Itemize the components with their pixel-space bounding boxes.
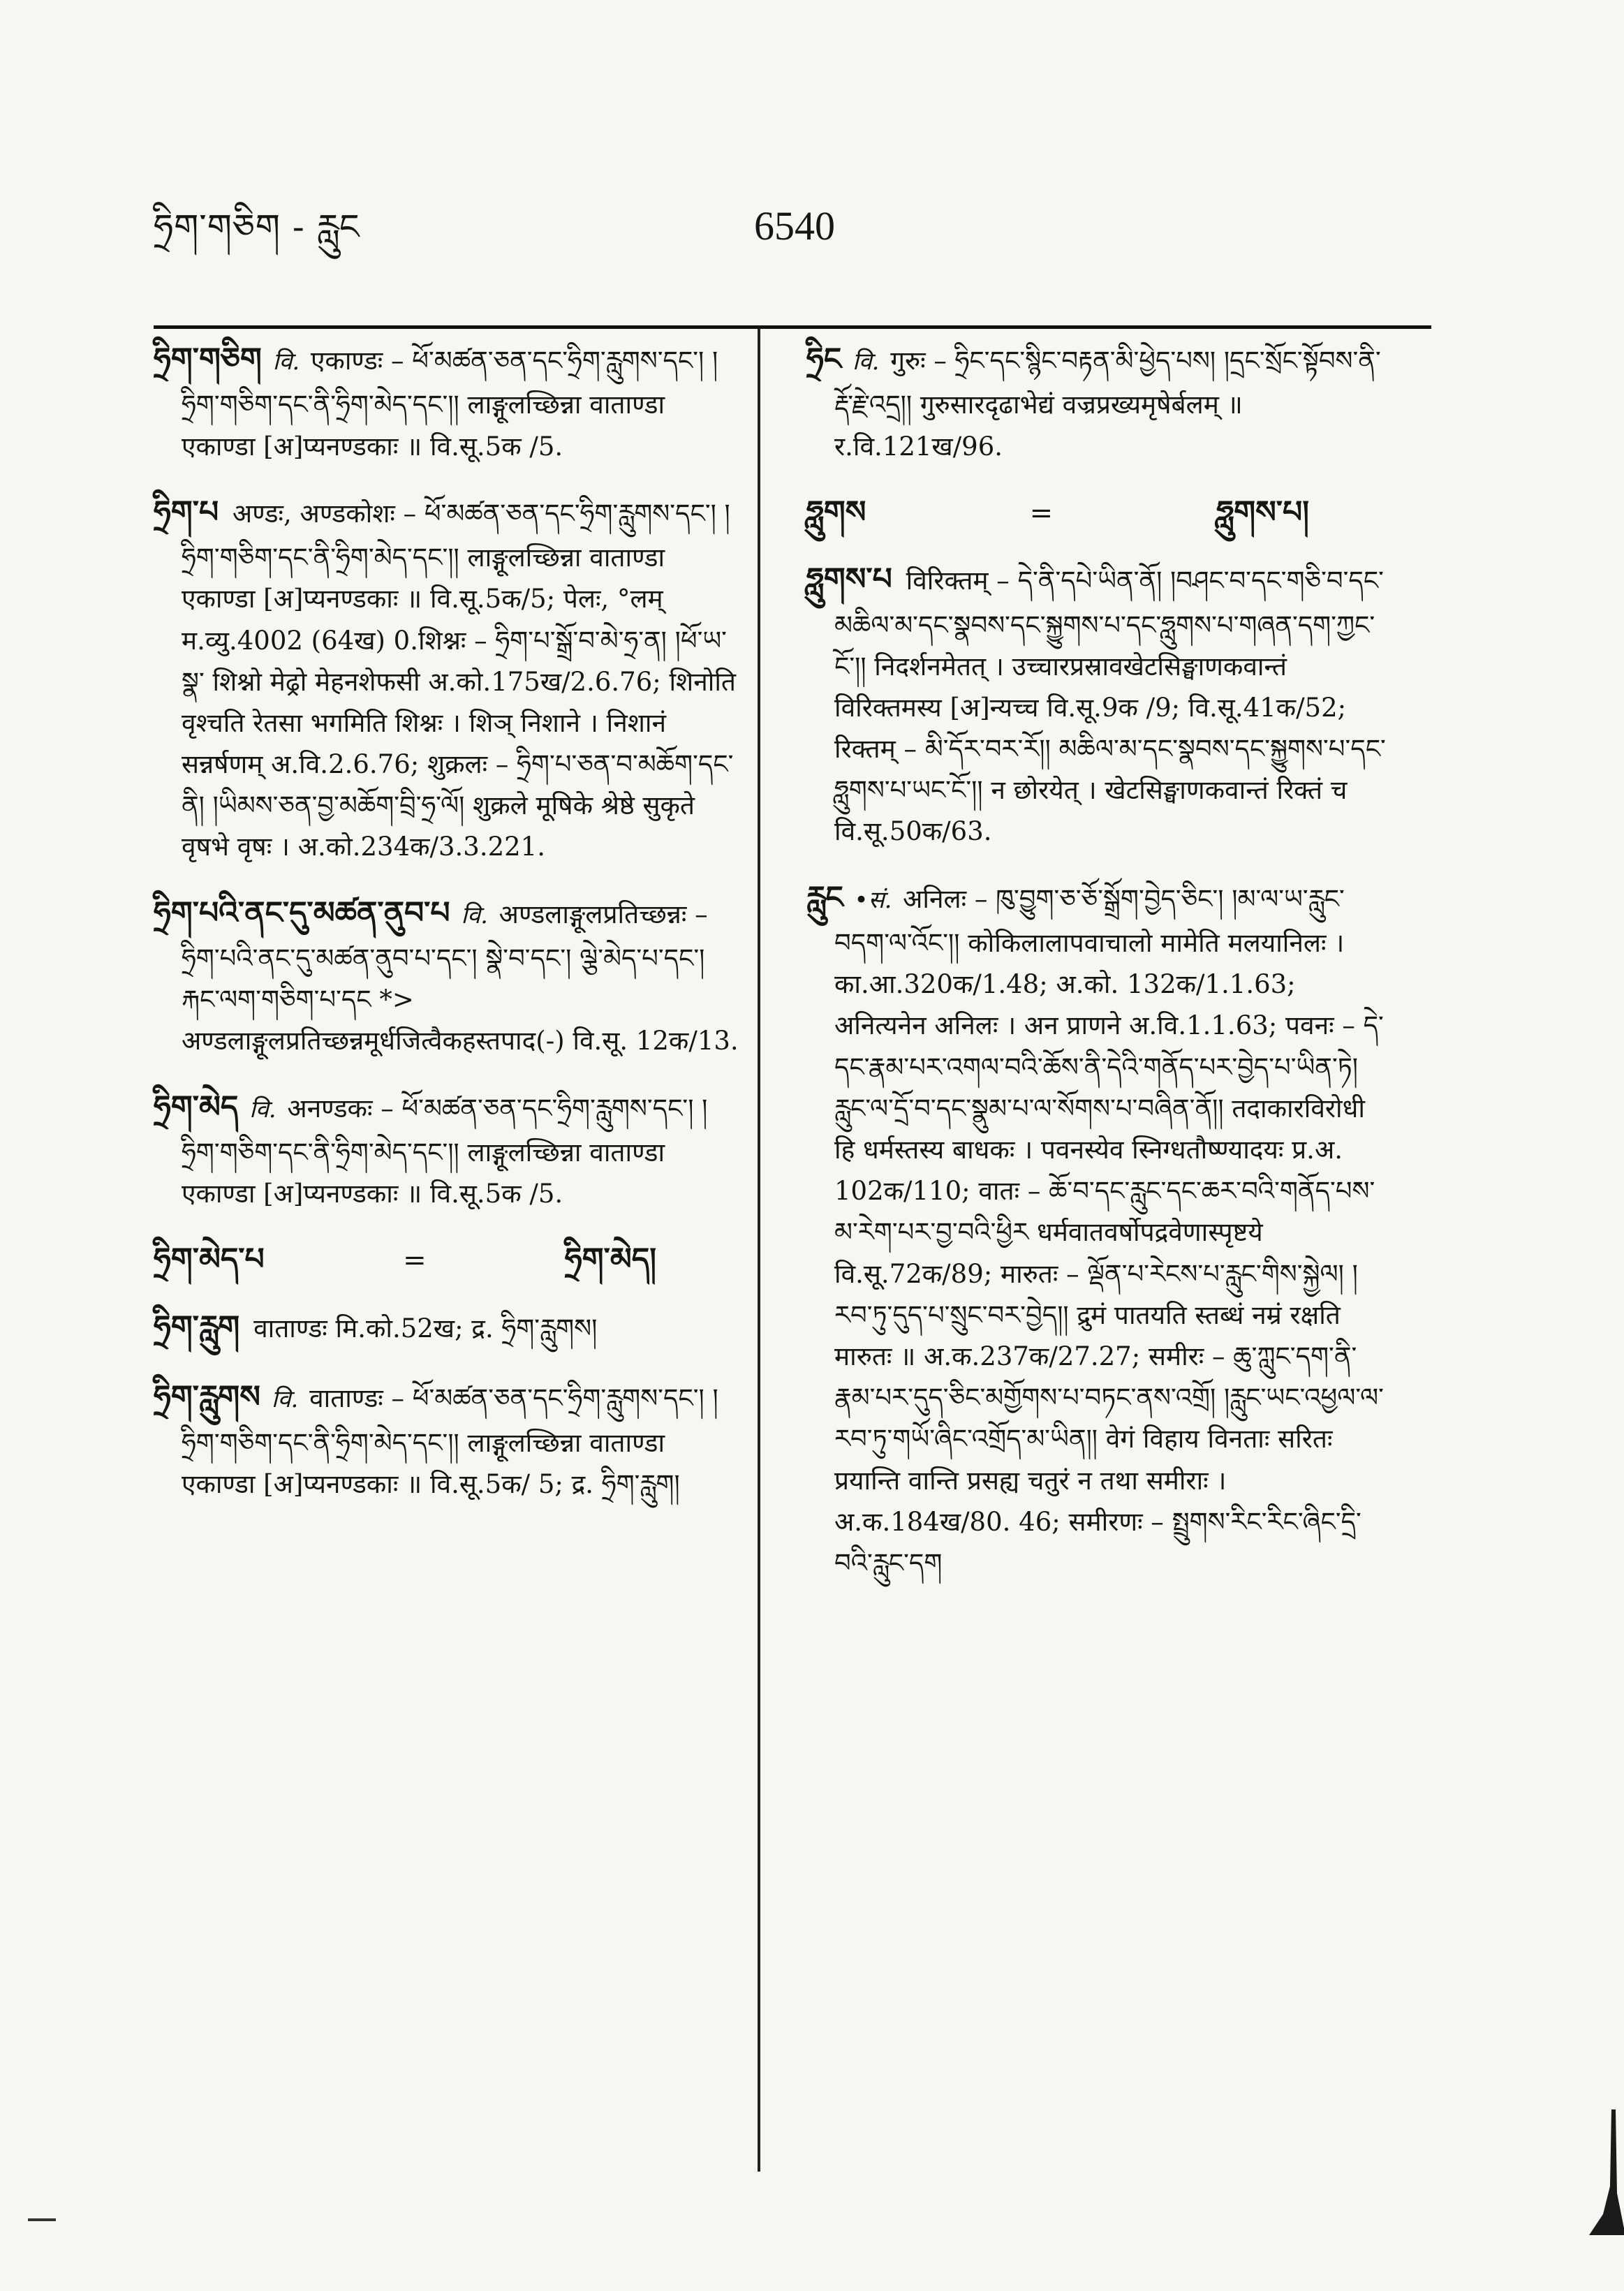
dictionary-entry	[154, 1083, 740, 1215]
entry-headword: ཧྲིང	[806, 341, 842, 377]
equals-sign: =	[1029, 496, 1054, 529]
entry-headword: ཧྲིག་པ	[154, 494, 219, 530]
header-rule	[154, 325, 1431, 329]
entry-text: एकाण्डः – ཕོ་མཚན་ཅན་དང་ཧྲིག་རླུགས་དང་། །ཧྲིག་གཅིག་དང་ནི་ཧྲིག་མེད་དང་།། लाङ्गूलच्छिन्ना वाताण्डा एकाण्डा [अ]प्यनण्डकाः ॥ वि.सू.5क /5.	[182, 346, 718, 462]
grammar-label: वि.	[461, 901, 488, 929]
equals-sign: =	[403, 1244, 427, 1277]
entry-text: अण्डः, अण्डकोशः – ཕོ་མཚན་ཅན་དང་ཧྲིག་རླུགས་དང་། །ཧྲིག་གཅིག་དང་ནི་ཧྲིག་མེད་དང་།། लाङ्गूलच्छिन्ना वाताण्डा एकाण्डा [अ]प्यनण्डकाः ॥ वि.सू.5क/5; पेलः, °लम् म.व्यु.4002 (64ख) 0.शिश्नः – ཧྲིག་པ་སྒྲོ་བ་མེ་ཧྲ་ན། །ཕོ་ཡ་སྣ་ शिश्नो मेढ्रो मेहनशेफसी अ.को.175ख/2.6.76; शिनोति वृश्चति रेतसा भगमिति शिश्नः । शिञ् निशाने । निशानं सन्नर्षणम् अ.वि.2.6.76; शुक्रलः – ཧྲིག་པ་ཅན་བ་མཆོག་དང་ནི། །ཡིམས་ཅན་བྱ་མཆོག་བྲི་ཧྲ་ལོ། शुक्रले मूषिके श्रेष्ठे सुकृते वृषभे वृषः । अ.को.234क/3.3.221.	[182, 498, 736, 862]
right-column	[806, 335, 1393, 1605]
entry-text: अण्डलाङ्गूलप्रतिच्छन्नः – ཧྲིག་པའི་ནང་དུ་མཚན་ནུབ་པ་དང་། སྣེ་བ་དང་། ལྕེ་མེད་པ་དང་། རྐང་ལག་གཅིག་པ་དང *> अण्डलाङ्गूलप्रतिच्छन्नमूर्धजित्वैकहस्तपाद(-) वि.सू. 12क/13.	[182, 899, 739, 1056]
dictionary-entry	[806, 555, 1393, 853]
entry-text: अनण्डकः – ཕོ་མཚན་ཅན་དང་ཧྲིག་རླུགས་དང་། །ཧྲིག་གཅིག་དང་ནི་ཧྲིག་མེད་དང་།། लाङ्गूलच्छिन्ना वाताण्डा एकाण्डा [अ]प्यनण्डकाः ॥ वि.सू.5क /5.	[182, 1093, 708, 1209]
entry-headword: རླུང	[806, 879, 843, 915]
grammar-label: वि.	[852, 348, 880, 376]
entry-headword: ཧྲིག་རླུག	[154, 1309, 240, 1345]
dictionary-entry	[154, 488, 740, 868]
entry-text: विरिक्तम् – དེ་ནི་དཔེ་ཡིན་ནོ། །བཤང་བ་དང་གཅི་བ་དང་མཆིལ་མ་དང་སྣབས་དང་སྐྱུགས་པ་དང་ཧླུགས་པ་གཞན་དག་ཀྱང་ངོ་།། निदर्शनमेतत् । उच्चारप्रस्रावखेटसिङ्घाणकवान्तं विरिक्तमस्य [अ]न्यच्च वि.सू.9क /9; वि.सू.41क/52; रिक्तम् – མི་དོར་བར་རོ།། མཆིལ་མ་དང་སྣབས་དང་སྐྱུགས་པ་དང་ཧླུགས་པ་ཡང་ངོ་།། न छोरयेत् । खेटसिङ्घाणकवान्तं रिक्तं च वि.सू.50क/63.	[834, 566, 1386, 847]
grammar-label: वि.	[271, 1385, 299, 1414]
dictionary-entry	[806, 335, 1393, 467]
entry-text: गुरुः – ཧྲིང་དང་སྙིང་བརྟན་མི་ཕྱེད་པས། །དྲང་སྲོང་སྟོབས་ནི་རྡོ་རྗེ་འདྲ།། गुरुसारदृढाभेद्यं वज्रप्रख्यमृषेर्बलम् ॥ र.वि.121ख/96.	[834, 346, 1381, 462]
column-divider	[758, 328, 760, 2172]
entry-headword: ཧྲིག་རླུགས	[154, 1379, 260, 1415]
xref-headword: ཧླུགས	[806, 494, 866, 530]
cross-reference	[806, 488, 1393, 537]
dictionary-entry	[806, 874, 1393, 1584]
dictionary-entry	[154, 1373, 740, 1505]
grammar-label: •सं.	[854, 885, 892, 914]
left-column	[154, 335, 740, 1526]
entry-headword: ཧླུགས་པ	[806, 561, 892, 598]
running-head: ཧྲིག་གཅིག - རླུང	[154, 207, 360, 247]
binding-edge-mark	[1575, 2109, 1624, 2235]
entry-text: वाताण्डः मि.को.52ख; द्र. ཧྲིག་རླུགས།	[253, 1313, 598, 1343]
cross-reference	[154, 1235, 740, 1284]
dictionary-entry	[154, 1303, 740, 1352]
grammar-label: वि.	[249, 1095, 276, 1124]
entry-text: वाताण्डः – ཕོ་མཚན་ཅན་དང་ཧྲིག་རླུགས་དང་། །ཧྲིག་གཅིག་དང་ནི་ཧྲིག་མེད་དང་།། लाङ्गूलच्छिन्ना वाताण्डा एकाण्डा [अ]प्यनण्डकाः ॥ वि.सू.5क/ 5; द्र. ཧྲིག་རླུག།	[182, 1383, 718, 1499]
dictionary-entry	[154, 889, 740, 1062]
entry-headword: ཧྲིག་གཅིག	[154, 341, 262, 377]
xref-target: ཧྲིག་མེད།	[564, 1242, 656, 1278]
xref-headword: ཧྲིག་མེད་པ	[154, 1242, 265, 1278]
xref-target: ཧླུགས་པ།	[1216, 494, 1309, 530]
page-number: 6540	[754, 203, 835, 249]
entry-headword: ཧྲིག་མེད	[154, 1089, 239, 1125]
entry-headword: ཧྲིག་པའི་ནང་དུ་མཚན་ནུབ་པ	[154, 894, 450, 931]
grammar-label: वि.	[272, 348, 300, 376]
dictionary-entry	[154, 335, 740, 467]
entry-text: अनिलः – ཁུ་བྱུག་ཅ་ཅོ་སྒྲོག་བྱེད་ཅིང་། །མ་ལ་ཡ་རླུང་བདག་ལ་འོང་།། कोकिलालापवाचालो मामेति मलयानिलः । का.आ.320क/1.48; अ.को. 132क/1.1.63; अनित्यनेन अनिलः । अन प्राणने अ.वि.1.1.63; पवनः – དེ་དང་རྣམ་པར་འགལ་བའི་ཆོས་ནི་དེའི་གནོད་པར་བྱེད་པ་ཡིན་ཏེ། རླུང་ལ་དྲོ་བ་དང་སྣུམ་པ་ལ་སོགས་པ་བཞིན་ནོ།། तदाकारविरोधी हि धर्मस्तस्य बाधकः । पवनस्येव स्निग्धतौष्ण्यादयः प्र.अ. 102क/110; वातः – ཆོ་བ་དང་རླུང་དང་ཆར་བའི་གནོད་པས་མ་རེག་པར་བྱ་བའི་ཕྱིར धर्मवातवर्षोपद्रवेणास्पृष्टये वि.सू.72क/89; मारुतः – ལྡོན་པ་རེངས་པ་རླུང་གིས་སྐྱེལ། །རབ་ཏུ་དུད་པ་སྲུང་བར་བྱེད།། द्रुमं पातयति स्तब्धं नम्रं रक्षति मारुतः ॥ अ.क.237क/27.27; समीरः – ཆུ་ཀླུང་དག་ནི་རྣམ་པར་དུད་ཅིང་མགྱོགས་པ་བཏང་ནས་འགྲོ། །རླུང་ཡང་འཕྱལ་ལ་རབ་ཏུ་གཡོ་ཞིང་འགྲོད་མ་ཡིན།། वेगं विहाय विनताः सरितः प्रयान्ति वान्ति प्रसह्य चतुरं न तथा समीराः । अ.क.184ख/80. 46; समीरणः – སྤྲུགས་རིང་རིང་ཞིང་དྲི་བའི་རླུང་དག	[834, 883, 1384, 1578]
scan-mark	[28, 2218, 56, 2221]
